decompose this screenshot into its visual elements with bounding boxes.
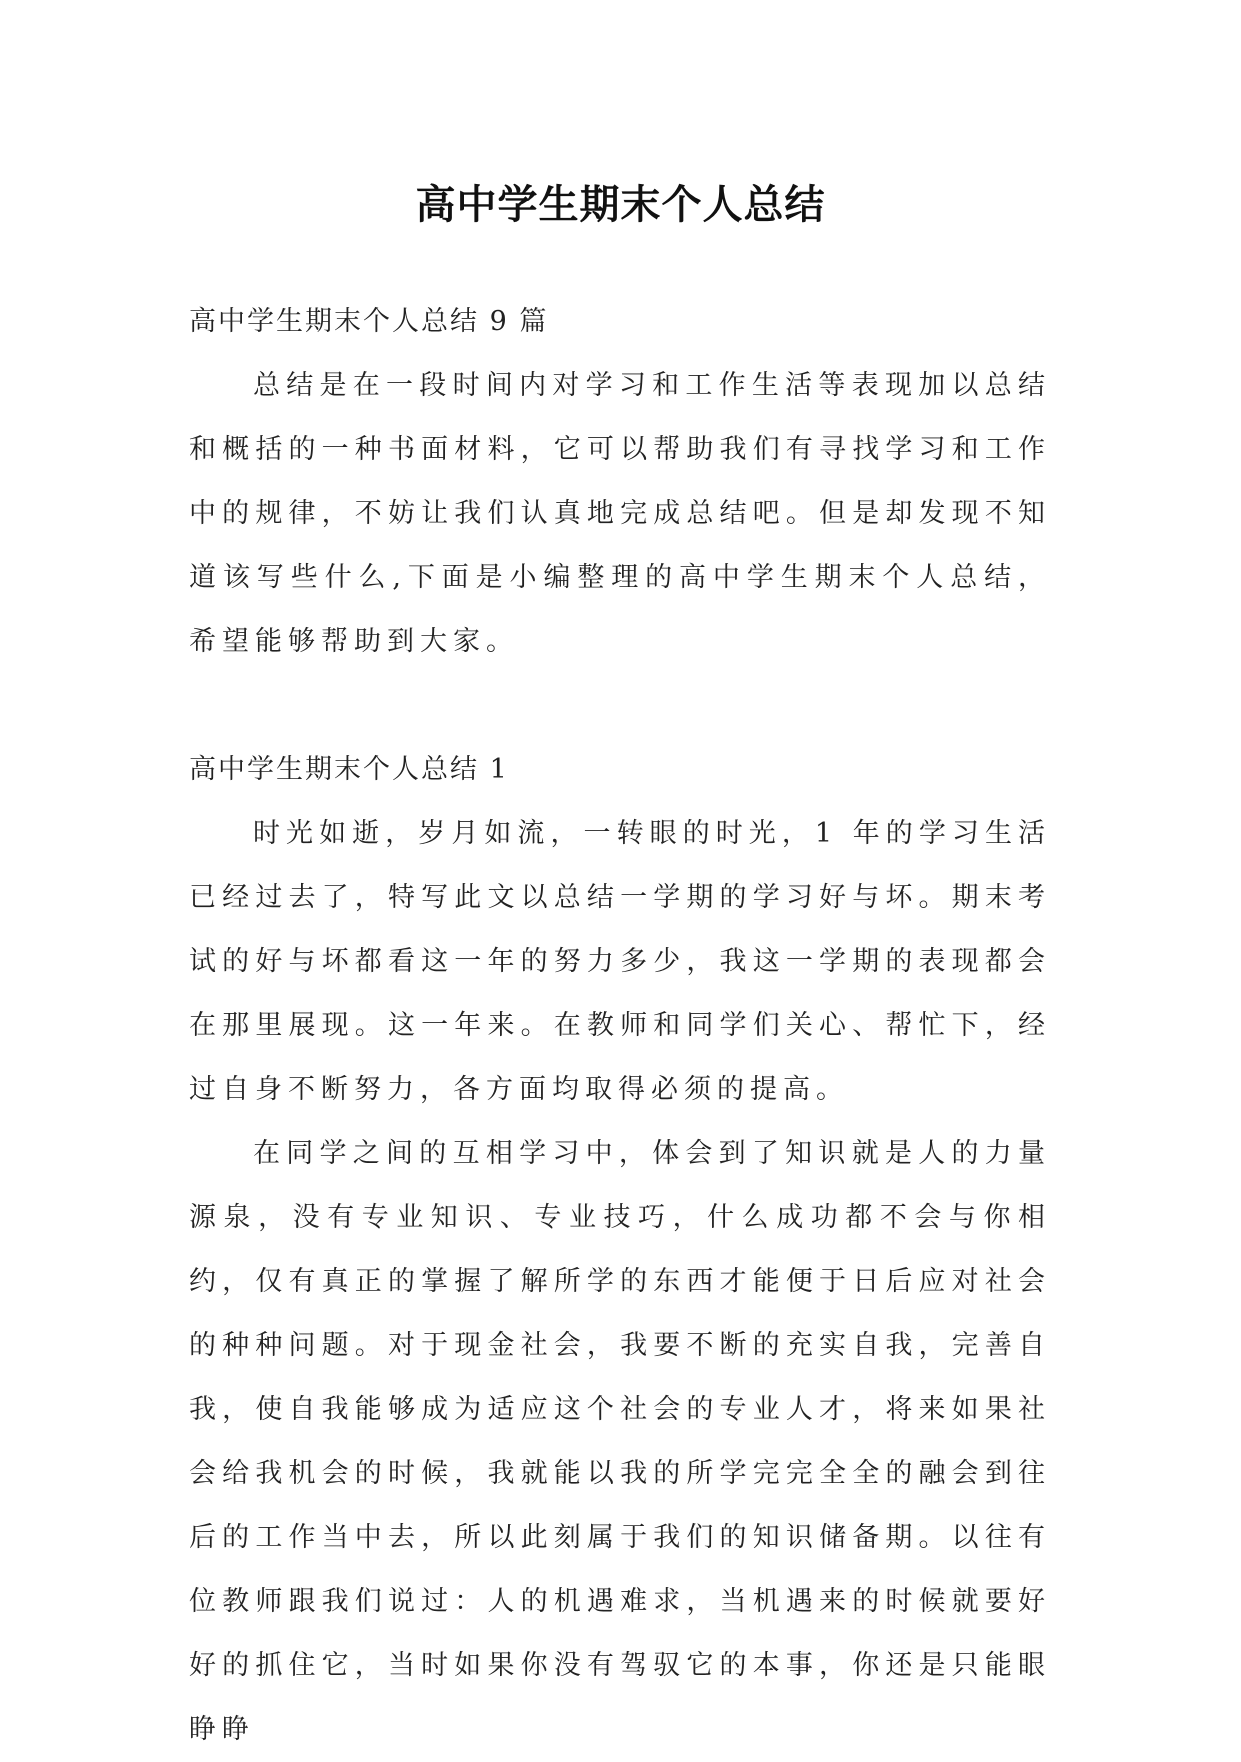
body-paragraph: 在同学之间的互相学习中，体会到了知识就是人的力量源泉，没有专业知识、专业技巧，什么成功都不会与你相约，仅有真正的掌握了解所学的东西才能便于日后应对社会的种种问题。对于现金社会，我要不断的充实自我，完善自我，使自我能够成为适应这个社会的专业人才，将来如果社会给我机会的时候，我就能以我的所学完完全全的融会到往后的工作当中去，所以此刻属于我们的知识储备期。以往有位教师跟我们说过：人的机遇难求，当机遇来的时候就要好好的抓住它，当时如果你没有驾驭它的本事，你还是只能眼睁睁 [189,1138,1051,1745]
document-body [189,290,1051,1762]
intro-heading: 高中学生期末个人总结 9 篇 [189,306,549,337]
body-paragraph: 时光如逝，岁月如流，一转眼的时光，1 年的学习生活已经过去了，特写此文以总结一学期的学习好与坏。期末考试的好与坏都看这一年的努力多少，我这一学期的表现都会在那里展现。这一年来。在教师和同学们关心、帮忙下，经过自身不断努力，各方面均取得必须的提高。 [189,818,1051,1105]
section-heading: 高中学生期末个人总结 1 [189,754,509,785]
section-spacer [189,674,1051,738]
document-title: 高中学生期末个人总结 [415,181,826,228]
intro-paragraph: 总结是在一段时间内对学习和工作生活等表现加以总结和概括的一种书面材料，它可以帮助我们有寻找学习和工作中的规律，不妨让我们认真地完成总结吧。但是却发现不知道该写些什么,下面是小编整理的高中学生期末个人总结，希望能够帮助到大家。 [189,370,1051,657]
